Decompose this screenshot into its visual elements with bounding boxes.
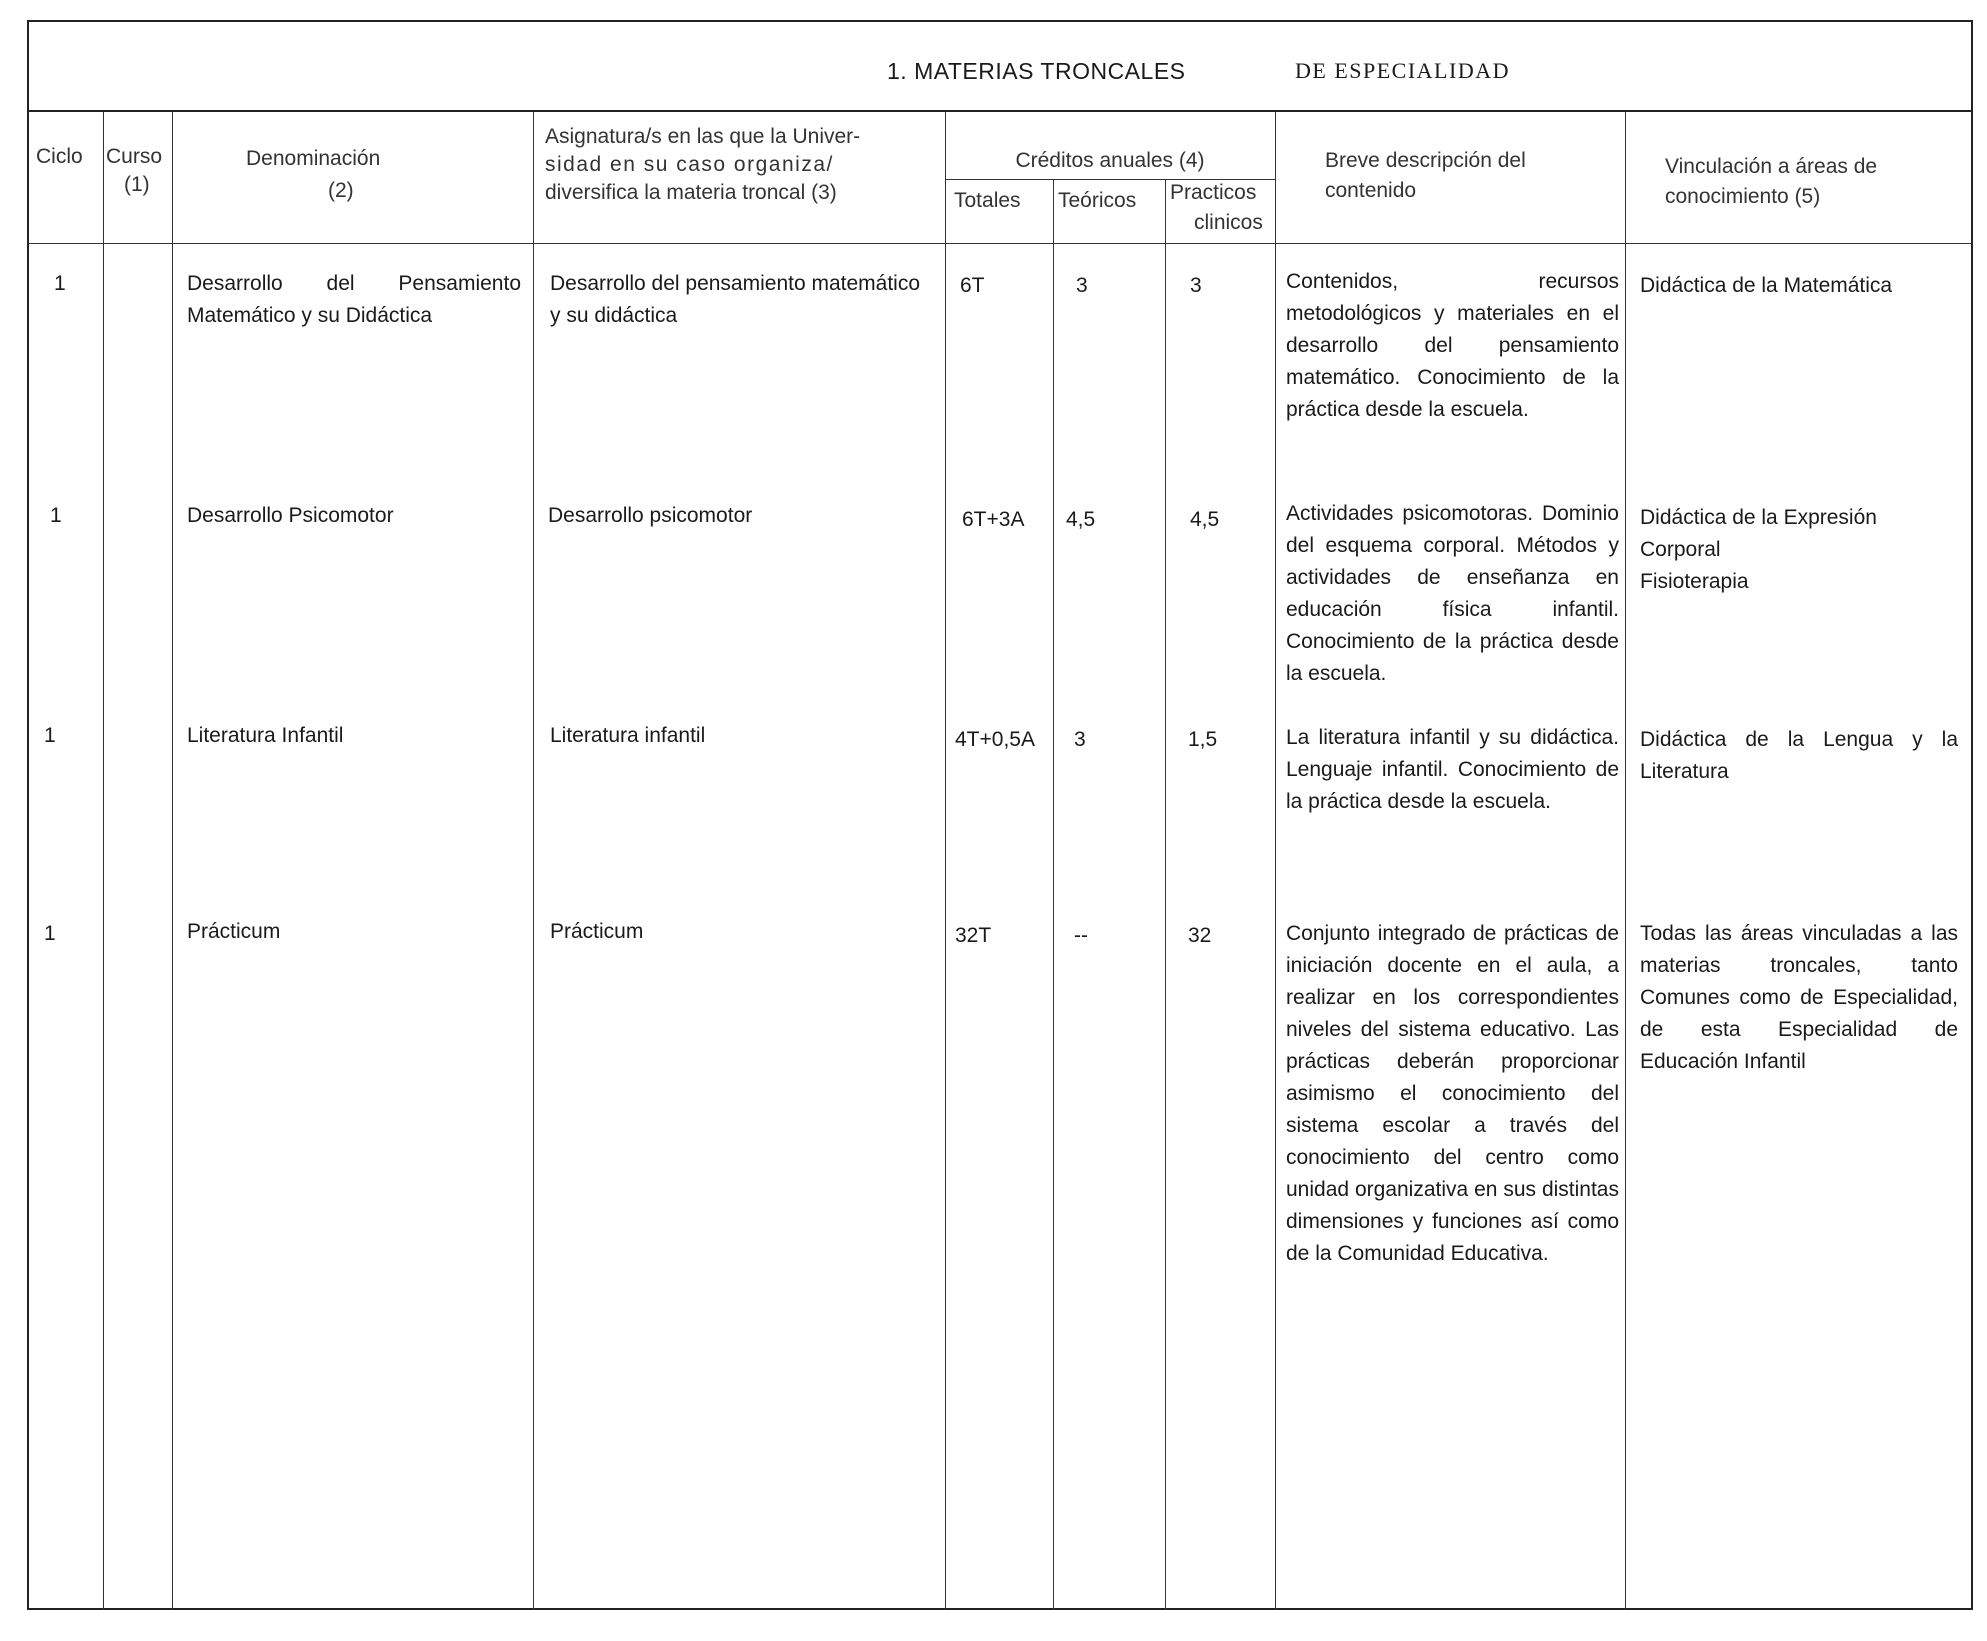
row-vinculacion: Didáctica de la Expresión Corporal <box>1640 506 1877 561</box>
row-descripcion: Conjunto integrado de prácticas de iniciación docente en el aula, a realizar en los correspondientes niveles del sistema educativo. Las prácticas deberán proporcionar asimismo el conocimiento del sistema escolar a través del conocimiento del centro como unidad organizativa en sus distintas dimensiones y funciones así como de la Comunidad Educativa. <box>1286 922 1619 1265</box>
header-totales: Totales <box>954 189 1021 212</box>
row-denominacion: Desarrollo del Pensamiento Matemático y su Didáctica <box>187 272 521 327</box>
row-practicos: 4,5 <box>1190 508 1220 531</box>
header-descripcion-line1: Breve descripción del <box>1325 149 1526 172</box>
row-asignatura: Desarrollo psicomotor <box>548 504 753 527</box>
title-materias-troncales: 1. MATERIAS TRONCALES <box>887 58 1186 84</box>
row-practicos: 3 <box>1190 274 1202 297</box>
row-vinculacion: Didáctica de la Lengua y la Literatura <box>1640 728 1958 783</box>
row-descripcion: Contenidos, recursos metodológicos y materiales en el desarrollo del pensamiento matemático. Conocimiento de la práctica desde la escuela. <box>1286 270 1619 421</box>
column-divider <box>103 112 104 1610</box>
row-vinculacion: Didáctica de la Matemática <box>1640 274 1893 297</box>
header-denominacion-note: (2) <box>328 179 354 202</box>
row-teoricos: 3 <box>1076 274 1088 297</box>
header-descripcion-line2: contenido <box>1325 179 1417 202</box>
row-teoricos: 3 <box>1074 728 1086 751</box>
row-ciclo: 1 <box>44 922 56 945</box>
header-practicos-line1: Practicos <box>1170 181 1257 204</box>
header-denominacion: Denominación <box>246 147 381 170</box>
row-descripcion: La literatura infantil y su didáctica. Lenguaje infantil. Conocimiento de la práctica desde la escuela. <box>1286 726 1619 813</box>
row-asignatura: Desarrollo del pensamiento matemático y su didáctica <box>550 272 921 327</box>
header-ciclo: Ciclo <box>36 145 83 168</box>
row-totales: 6T+3A <box>962 508 1025 531</box>
header-curso-note: (1) <box>124 173 150 196</box>
row-totales: 32T <box>955 924 992 947</box>
table-frame <box>27 20 1973 1610</box>
row-descripcion: Actividades psicomotoras. Dominio del esquema corporal. Métodos y actividades de enseñanza en educación física infantil. Conocimiento de la práctica desde la escuela. <box>1286 502 1619 685</box>
row-practicos: 1,5 <box>1188 728 1218 751</box>
row-totales: 6T <box>960 274 985 297</box>
header-asignaturas-line1: Asignatura/s en las que la Univer- <box>545 125 861 148</box>
row-teoricos: 4,5 <box>1066 508 1096 531</box>
row-practicos: 32 <box>1188 924 1212 947</box>
row-ciclo: 1 <box>54 272 66 295</box>
row-ciclo: 1 <box>50 504 62 527</box>
header-teoricos: Teóricos <box>1058 189 1137 212</box>
column-divider <box>172 112 173 1610</box>
row-denominacion: Literatura Infantil <box>187 724 344 747</box>
column-divider <box>1625 112 1626 1610</box>
column-divider <box>1275 112 1276 1610</box>
column-divider <box>533 112 534 1610</box>
header-asignaturas-line2: sidad en su caso organiza/ <box>545 153 834 176</box>
header-creditos-anuales: Créditos anuales (4) <box>1015 149 1205 172</box>
row-ciclo: 1 <box>44 724 56 747</box>
header-practicos-line2: clinicos <box>1194 211 1263 234</box>
table-title <box>27 20 1973 112</box>
header-divider <box>27 243 1973 244</box>
header-asignaturas-line3: diversifica la materia troncal (3) <box>545 181 837 204</box>
row-denominacion: Prácticum <box>187 920 281 943</box>
row-teoricos: -- <box>1074 924 1088 947</box>
row-totales: 4T+0,5A <box>955 728 1035 751</box>
title-de-especialidad: DE ESPECIALIDAD <box>1295 58 1510 83</box>
header-vinculacion-line1: Vinculación a áreas de <box>1665 155 1878 178</box>
column-divider <box>1165 179 1166 1610</box>
row-denominacion: Desarrollo Psicomotor <box>187 504 394 527</box>
column-divider <box>945 112 946 1610</box>
row-asignatura: Prácticum <box>550 920 644 943</box>
row-asignatura: Literatura infantil <box>550 724 706 747</box>
row-vinculacion: Todas las áreas vinculadas a las materias troncales, tanto Comunes como de Especialidad, de esta Especialidad de Educación Infantil <box>1640 922 1958 1073</box>
header-curso: Curso <box>106 145 163 168</box>
column-divider <box>1053 179 1054 1610</box>
header-vinculacion-line2: conocimiento (5) <box>1665 185 1821 208</box>
row-vinculacion-extra: Fisioterapia <box>1640 570 1749 593</box>
